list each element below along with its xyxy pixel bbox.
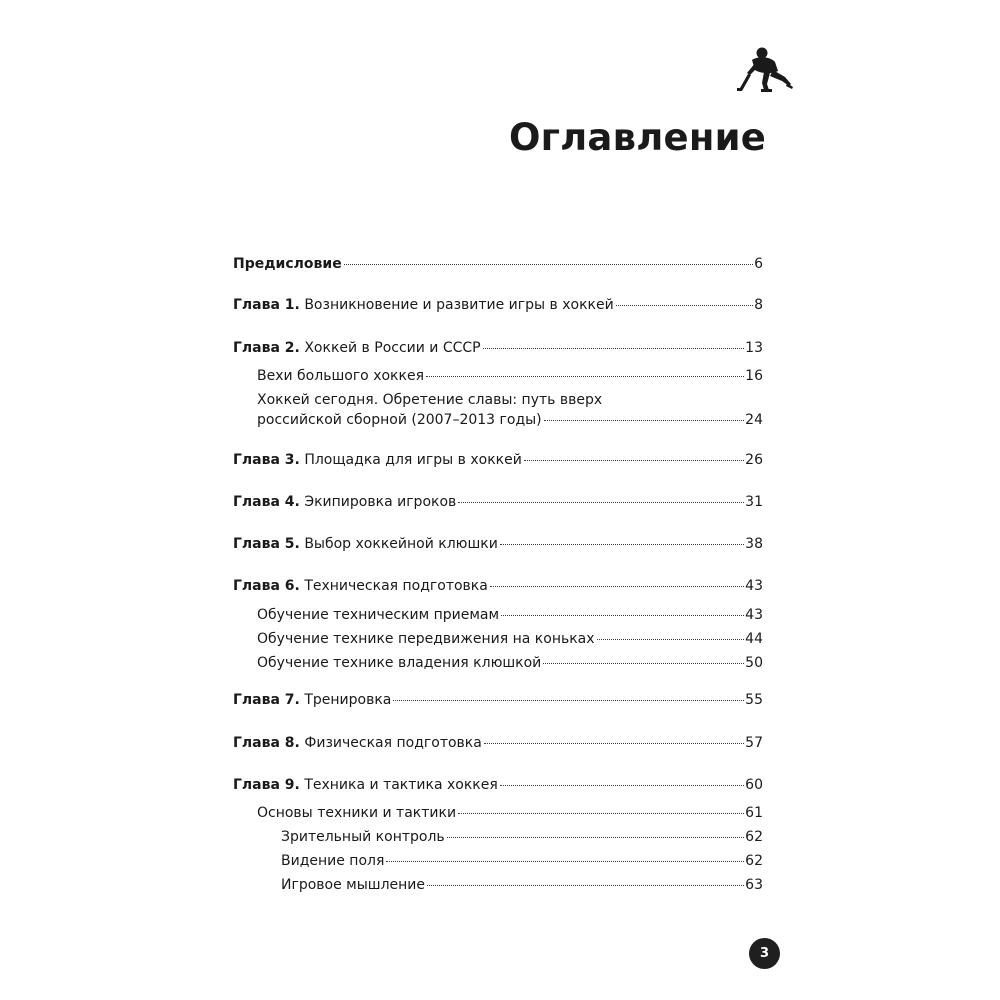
- toc-chapter-number: Глава 9.: [233, 777, 300, 793]
- toc-page-number: 16: [745, 368, 763, 384]
- toc-entry-title: Обучение технике владения клюшкой: [257, 655, 542, 671]
- toc-page-number: 50: [745, 655, 763, 671]
- toc-entry-title: Возникновение и развитие игры в хоккей: [304, 297, 614, 313]
- toc-subsubentry-visual-control[interactable]: [281, 827, 763, 847]
- toc-entry-chapter-4[interactable]: [233, 492, 763, 512]
- toc-page-number: 57: [745, 735, 763, 751]
- dot-leader: [501, 615, 744, 616]
- toc-entry-title: Площадка для игры в хоккей: [304, 452, 522, 468]
- toc-entry-chapter-8[interactable]: [233, 733, 763, 753]
- toc-subsubentry-game-thinking[interactable]: [281, 875, 763, 895]
- dot-leader: [393, 700, 744, 701]
- toc-entry-title: Предисловие: [233, 256, 342, 272]
- toc-subentry-hockey-today[interactable]: [257, 390, 763, 430]
- dot-leader: [386, 861, 744, 862]
- dot-leader: [447, 837, 745, 838]
- toc-page-number: 43: [745, 578, 763, 594]
- toc-chapter-number: Глава 4.: [233, 494, 300, 510]
- dot-leader: [344, 264, 753, 265]
- toc-entry-preface[interactable]: [233, 254, 763, 274]
- toc-entry-chapter-1[interactable]: [233, 295, 763, 315]
- dot-leader: [500, 785, 744, 786]
- toc-page-number: 43: [745, 607, 763, 623]
- toc-page-number: 13: [745, 340, 763, 356]
- toc-entry-title: Игровое мышление: [281, 877, 426, 893]
- toc-entry-title: Тренировка: [304, 692, 392, 708]
- toc-page-number: 62: [745, 853, 763, 869]
- page-number-badge: 3: [749, 938, 780, 969]
- toc-page-number: 26: [745, 452, 763, 468]
- toc-entry-title-line-2: российской сборной (2007–2013 годы): [257, 412, 542, 428]
- toc-page-number: 6: [754, 256, 763, 272]
- toc-page-number: 24: [745, 412, 763, 428]
- toc-subsubentry-field-vision[interactable]: [281, 851, 763, 871]
- toc-subentry-technical-techniques[interactable]: [257, 605, 763, 625]
- toc-chapter-number: Глава 3.: [233, 452, 300, 468]
- toc-chapter-number: Глава 7.: [233, 692, 300, 708]
- toc-entry-title: Экипировка игроков: [304, 494, 457, 510]
- toc-entry-chapter-7[interactable]: [233, 690, 763, 710]
- toc-entry-title: Видение поля: [281, 853, 385, 869]
- toc-entry-title: Обучение техническим приемам: [257, 607, 500, 623]
- toc-page-number: 61: [745, 805, 763, 821]
- toc-entry-title: Техника и тактика хоккея: [304, 777, 498, 793]
- dot-leader: [543, 663, 744, 664]
- toc-chapter-number: Глава 6.: [233, 578, 300, 594]
- dot-leader: [616, 305, 753, 306]
- toc-subentry-basics[interactable]: [257, 803, 763, 823]
- toc-entry-chapter-5[interactable]: [233, 534, 763, 554]
- toc-entry-title: Хоккей в России и СССР: [304, 340, 481, 356]
- page-title: Оглавление: [508, 116, 766, 159]
- toc-subentry-skating-technique[interactable]: [257, 629, 763, 649]
- toc-entry-chapter-3[interactable]: [233, 450, 763, 470]
- toc-subentry-milestones[interactable]: [257, 366, 763, 386]
- toc-page-number: 63: [745, 877, 763, 893]
- toc-subentry-stick-handling[interactable]: [257, 653, 763, 673]
- toc-entry-title: Вехи большого хоккея: [257, 368, 424, 384]
- dot-leader: [484, 743, 744, 744]
- dot-leader: [458, 813, 744, 814]
- toc-page-number: 31: [745, 494, 763, 510]
- toc-page-number: 60: [745, 777, 763, 793]
- toc-entry-title: Техническая подготовка: [304, 578, 488, 594]
- toc-page-number: 44: [745, 631, 763, 647]
- toc-entry-chapter-9[interactable]: [233, 775, 763, 795]
- toc-chapter-number: Глава 5.: [233, 536, 300, 552]
- dot-leader: [544, 420, 745, 421]
- dot-leader: [500, 544, 744, 545]
- dot-leader: [597, 639, 745, 640]
- toc-entry-chapter-2[interactable]: [233, 338, 763, 358]
- toc-entry-title-line-1: Хоккей сегодня. Обретение славы: путь вверх: [257, 392, 603, 408]
- toc-entry-title: Физическая подготовка: [304, 735, 482, 751]
- toc-entry-chapter-6[interactable]: [233, 576, 763, 596]
- toc-page-number: 38: [745, 536, 763, 552]
- toc-chapter-number: Глава 1.: [233, 297, 300, 313]
- toc-chapter-number: Глава 2.: [233, 340, 300, 356]
- dot-leader: [458, 502, 744, 503]
- toc-entry-title: Обучение технике передвижения на коньках: [257, 631, 595, 647]
- toc-page-number: 62: [745, 829, 763, 845]
- dot-leader: [427, 885, 744, 886]
- toc-entry-title: Зрительный контроль: [281, 829, 445, 845]
- toc-page-number: 8: [754, 297, 763, 313]
- dot-leader: [524, 460, 744, 461]
- toc-entry-title: Выбор хоккейной клюшки: [304, 536, 498, 552]
- toc-page-number: 55: [745, 692, 763, 708]
- dot-leader: [483, 348, 745, 349]
- dot-leader: [426, 376, 744, 377]
- toc-chapter-number: Глава 8.: [233, 735, 300, 751]
- dot-leader: [490, 586, 744, 587]
- toc-entry-title: Основы техники и тактики: [257, 805, 457, 821]
